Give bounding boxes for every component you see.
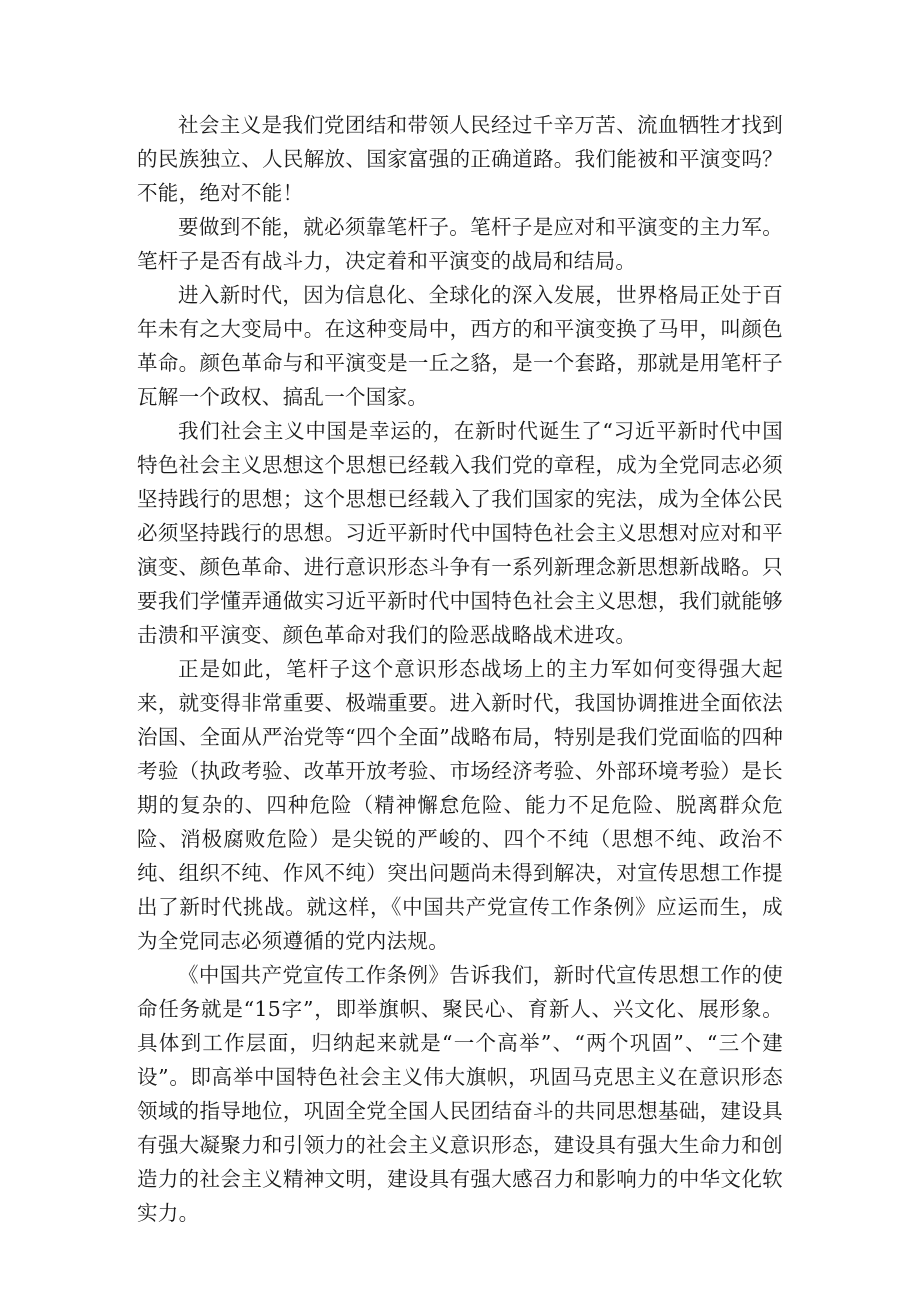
paragraph-5: 正是如此，笔杆子这个意识形态战场上的主力军如何变得强大起来，就变得非常重要、极端重要。进入新时代，我国协调推进全面依法治国、全面从严治党等“四个全面”战略布局，特别是我们党面临的四种考验（执政考验、改革开放考验、市场经济考验、外部环境考验）是长期的复杂的、四种危险（精神懈怠危险、能力不足危险、脱离群众危险、消极腐败危险）是尖锐的严峻的、四个不纯（思想不纯、政治不纯、组织不纯、作风不纯）突出问题尚未得到解决，对宣传思想工作提出了新时代挑战。就这样，《中国共产党宣传工作条例》应运而生，成为全党同志必须遵循的党内法规。 (137, 657, 783, 953)
paragraph-2: 要做到不能，就必须靠笔杆子。笔杆子是应对和平演变的主力军。笔杆子是否有战斗力，决定着和平演变的战局和结局。 (137, 215, 783, 273)
paragraph-6: 《中国共产党宣传工作条例》告诉我们，新时代宣传思想工作的使命任务就是“15字”，即举旗帜、聚民心、育新人、兴文化、展形象。具体到工作层面，归纳起来就是“一个高举”、“两个巩固”、“三个建设”。即高举中国特色社会主义伟大旗帜，巩固马克思主义在意识形态领域的指导地位，巩固全党全国人民团结奋斗的共同思想基础，建设具有强大凝聚力和引领力的社会主义意识形态，建设具有强大生命力和创造力的社会主义精神文明，建设具有强大感召力和影响力的中华文化软实力。 (137, 963, 783, 1225)
paragraph-4: 我们社会主义中国是幸运的，在新时代诞生了“习近平新时代中国特色社会主义思想这个思想已经载入我们党的章程，成为全党同志必须坚持践行的思想；这个思想已经载入了我们国家的宪法，成为全体公民必须坚持践行的思想。习近平新时代中国特色社会主义思想对应对和平演变、颜色革命、进行意识形态斗争有一系列新理念新思想新战略。只要我们学懂弄通做实习近平新时代中国特色社会主义思想，我们就能够击溃和平演变、颜色革命对我们的险恶战略战术进攻。 (137, 419, 783, 647)
paragraph-3: 进入新时代，因为信息化、全球化的深入发展，世界格局正处于百年未有之大变局中。在这种变局中，西方的和平演变换了马甲，叫颜色革命。颜色革命与和平演变是一丘之貉，是一个套路，那就是用笔杆子瓦解一个政权、搞乱一个国家。 (137, 283, 783, 409)
document-body (137, 108, 783, 1230)
paragraph-1: 社会主义是我们党团结和带领人民经过千辛万苦、流血牺牲才找到的民族独立、人民解放、国家富强的正确道路。我们能被和平演变吗？不能，绝对不能！ (137, 113, 783, 205)
